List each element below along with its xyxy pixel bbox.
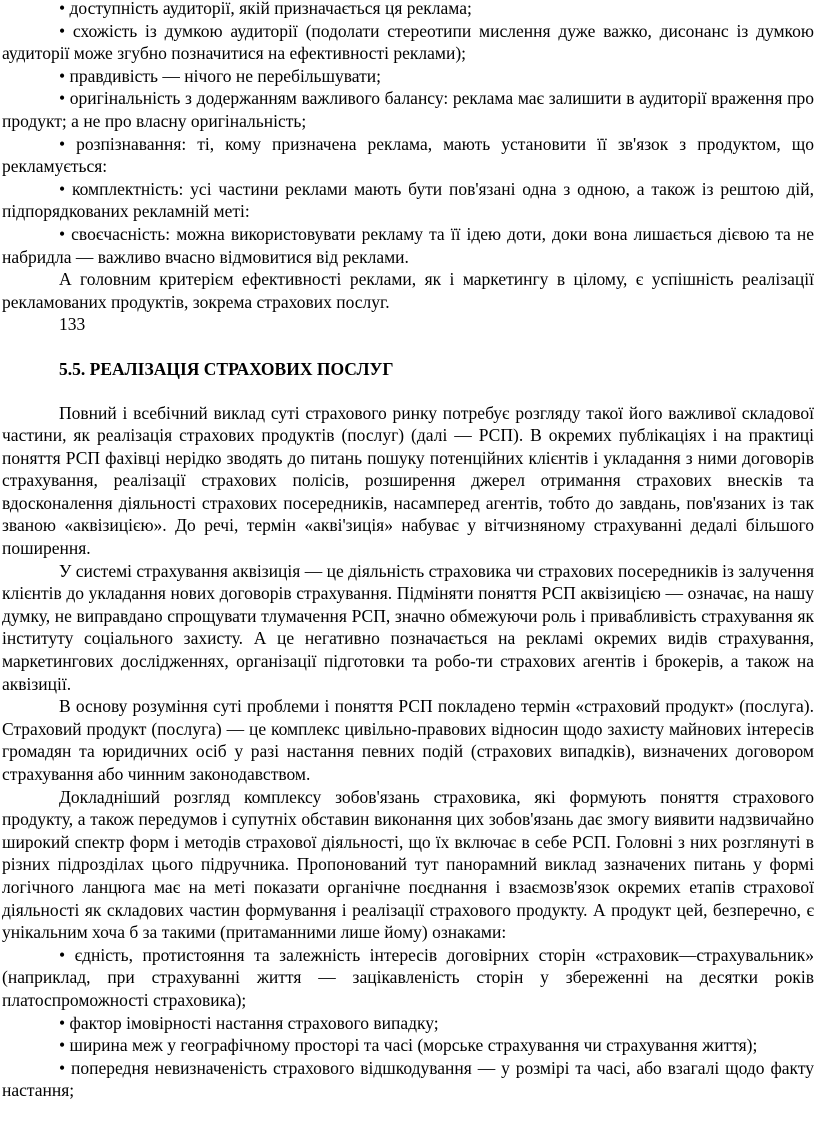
body-paragraph: В основу розуміння суті проблеми і поняття РСП покладено термін «страховий продукт» (послуга). Страховий продукт (послуга) — це комплекс цивільно-правових відносин щодо захисту майнових інтересів громадян та юридичних осіб у разі настання певних подій (страхових випадків), визначених договором страхування або чинним законодавством. xyxy=(2,696,814,784)
spacer xyxy=(2,336,814,358)
list-item: • фактор імовірності настання страхового випадку; xyxy=(59,1012,439,1033)
list-item: • своєчасність: можна використовувати рекламу та її ідею доти, доки вона лишається дієвою та не набридла — важливо вчасно відмовитися від реклами. xyxy=(2,223,814,267)
body-paragraph: У системі страхування аквізиція — це діяльність страховика чи страхових посередників із залучення клієнтів до укладання нових договорів страхування. Підміняти поняття РСП аквізицією — означає, на нашу думку, не виправдано спрощувати тлумачення РСП, значно обмежуючи роль і привабливість страхування як інституту соціального захисту. А це негативно позначається на рекламі окремих видів страхування, маркетингових дослідженнях, організації підготовки та робо-ти страхових агентів і брокерів, а також на аквізиції. xyxy=(2,560,814,694)
list-item: • розпізнавання: ті, кому призначена реклама, мають установити її зв'язок з продуктом, що рекламується: xyxy=(2,133,814,177)
list-item: • попередня невизначеність страхового відшкодування — у розмірі та часі, або взагалі щодо факту настання; xyxy=(2,1057,814,1101)
spacer xyxy=(2,381,814,402)
list-item: • доступність аудиторії, якій призначається ця реклама; xyxy=(59,0,472,18)
section-heading: 5.5. РЕАЛІЗАЦІЯ СТРАХОВИХ ПОСЛУГ xyxy=(59,358,394,379)
list-item: • схожість із думкою аудиторії (подолати стереотипи мислення дуже важко, дисонанс із думкою аудиторії може згубно позначитися на ефективності реклами); xyxy=(2,20,814,64)
list-item: • єдність, протистояння та залежність інтересів договірних сторін «страховик—страхувальник» (наприклад, при страхуванні життя — зацікавленість сторін у збереженні на десятки років платоспроможності страховика); xyxy=(2,944,814,1010)
body-paragraph: Докладніший розгляд комплексу зобов'язань страховика, які формують поняття страхового продукту, а також передумов і супутніх обставин виконання цих зобов'язань дає змогу виявити надзвичайно широкий спектр форм і методів страхової діяльності, що їх включає в себе РСП. Головні з них розглянуті в різних підрозділах цього підручника. Пропонований тут панорамний виклад зазначених питань у формі логічного ланцюга має на меті показати органічне поєднання і взаємозв'язок окремих етапів страхової діяльності як складових частин формування і реалізації страхового продукту. А продукт цей, безперечно, є унікальним хоча б за такими (притаманними лише йому) ознаками: xyxy=(2,786,814,943)
page-number: 133 xyxy=(59,314,86,335)
list-item: • оригінальність з додержанням важливого балансу: реклама має залишити в аудиторії враження про продукт; а не про власну оригінальність; xyxy=(2,88,814,131)
list-item: • комплектність: усі частини реклами мають бути пов'язані одна з одною, а також із рештою дій, підпорядкованих рекламній меті: xyxy=(2,178,814,222)
body-paragraph: Повний і всебічний виклад суті страхового ринку потребує розгляду такої його важливої складової частини, як реалізація страхових продуктів (послуг) (далі — РСП). В окремих публікаціях і на практиці поняття РСП фахівці нерідко зводять до питань пошуку потенційних клієнтів і укладання з ними договорів страхування, реалізації страхових полісів, розширення джерел отримання страхових внесків та вдосконалення діяльності страхових посередників, насамперед агентів, тобто до завдань, пов'язаних із так званою «аквізицією». До речі, термін «акві'зиція» набуває у вітчизняному страхуванні дедалі більшого поширення. xyxy=(2,402,814,559)
list-item: • правдивість — нічого не перебільшувати; xyxy=(59,65,381,86)
list-item: • ширина меж у географічному просторі та часі (морське страхування чи страхування життя); xyxy=(59,1035,758,1056)
closing-paragraph: А головним критерієм ефективності реклами, як і маркетингу в цілому, є успішність реалізації рекламованих продуктів, зокрема страхових послуг. xyxy=(2,269,814,312)
